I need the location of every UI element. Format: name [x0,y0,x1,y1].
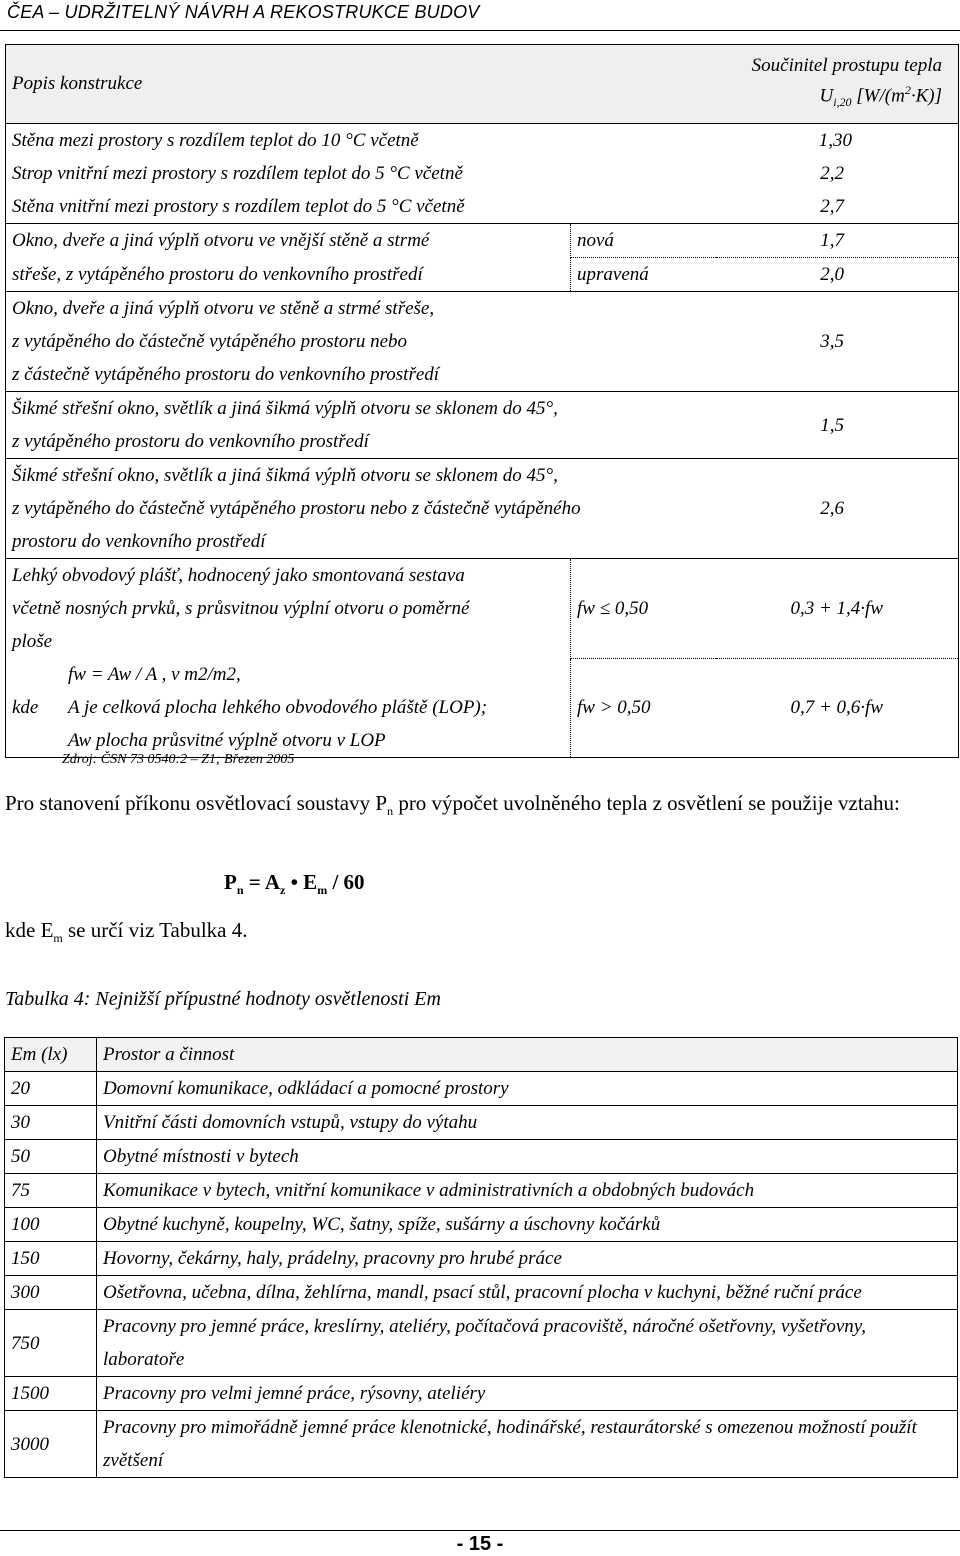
table-row: 3000 Pracovny pro mimořádně jemné práce klenotnické, hodinářské, restaurátorské s omezenou možností použít zvětšení [5,1411,958,1478]
table-header-row: Em (lx) Prostor a činnost [5,1038,958,1072]
table-row: Okno, dveře a jiná výplň otvoru ve stěně a strmé střeše, z vytápěného do částečně vytápěného prostoru nebo z částečně vytápěného prostoru do venkovního prostředí 3,5 [6,292,959,392]
formula: $P_n = A_z$ • $E_m / 60$ [224,870,365,898]
page-number: - 15 - [456,1533,504,1555]
table-row: Stěna vnitřní mezi prostory s rozdílem teplot do 5 °C včetně 2,7 [12,196,844,217]
table-row: 1500 Pracovny pro velmi jemné práce, rýsovny, ateliéry [5,1377,958,1411]
table-row: 750 Pracovny pro jemné práce, kreslírny, ateliéry, počítačová pracoviště, náročné ošetřovny, vyšetřovny, laboratoře [5,1310,958,1377]
illuminance-table [4,1037,958,1478]
table-row: 20 Domovní komunikace, odkládací a pomocné prostory [5,1072,958,1106]
table-row: fw > 0,50 0,7 + 0,6·fw [6,658,959,758]
footer-rule [0,1530,960,1531]
table-header-row [6,45,959,124]
header-rule [0,30,960,31]
table-row: Stěna mezi prostory s rozdílem teplot do 10 °C včetně 1,30 [12,130,852,151]
table-caption: Tabulka 4: Nejnižší přípustné hodnoty osvětlenosti Em [5,988,441,1010]
header-value: Součinitel prostupu tepla $U_{i,20}$ $[W/(m^2\cdot K)]$ [571,45,959,124]
running-header: ČEA – UDRŽITELNÝ NÁVRH A REKOSTRUKCE BUDOV [7,2,480,22]
table-row: 100 Obytné kuchyně, koupelny, WC, šatny, spíže, sušárny a úschovny kočárků [5,1208,958,1242]
table-row: Strop vnitřní mezi prostory s rozdílem teplot do 5 °C včetně 2,2 [12,163,844,184]
table-row: 150 Hovorny, čekárny, haly, prádelny, pracovny pro hrubé práce [5,1242,958,1276]
formula-note: kde $E_m$ se určí viz Tabulka 4. [5,918,248,946]
table-row: střeše, z vytápěného prostoru do venkovního prostředí upravená 2,0 [6,258,959,292]
source-note: Zdroj: ČSN 73 0540:2 – Z1; Březen 2005 [62,752,295,767]
table-row: Lehký obvodový plášť, hodnocený jako smontovaná sestava včetně nosných prvků, s průsvitnou výplní otvoru o poměrné ploše fw = Aw / A , v m2/m2, kde A je celková plocha lehkého obvodového pláště (LOP); Aw plocha průsvitné výplně otvoru v LOP fw ≤ 0,50 0,3 + 1,4·fw [6,559,959,659]
table-row: 50 Obytné místnosti v bytech [5,1140,958,1174]
table-row: Šikmé střešní okno, světlík a jiná šikmá výplň otvoru se sklonem do 45°, z vytápěného prostoru do venkovního prostředí 1,5 [6,392,959,459]
paragraph: Pro stanovení příkonu osvětlovací soustavy $P_n$ pro výpočet uvolněného tepla z osvětlení se použije vztahu: [5,791,900,819]
header-description: Popis konstrukce [6,45,571,124]
table-row: 75 Komunikace v bytech, vnitřní komunikace v administrativních a obdobných budovách [5,1174,958,1208]
u-values-table [5,44,959,758]
table-row: 30 Vnitřní části domovních vstupů, vstupy do výtahu [5,1106,958,1140]
table-row: 300 Ošetřovna, učebna, dílna, žehlírna, mandl, psací stůl, pracovní plocha v kuchyni, běžné ruční práce [5,1276,958,1310]
table-row: Okno, dveře a jiná výplň otvoru ve vnější stěně a strmé nová 1,7 [6,224,959,258]
table-row: Šikmé střešní okno, světlík a jiná šikmá výplň otvoru se sklonem do 45°, z vytápěného do částečně vytápěného prostoru nebo z částečně vytápěného prostoru do venkovního prostředí 2,6 [6,459,959,559]
